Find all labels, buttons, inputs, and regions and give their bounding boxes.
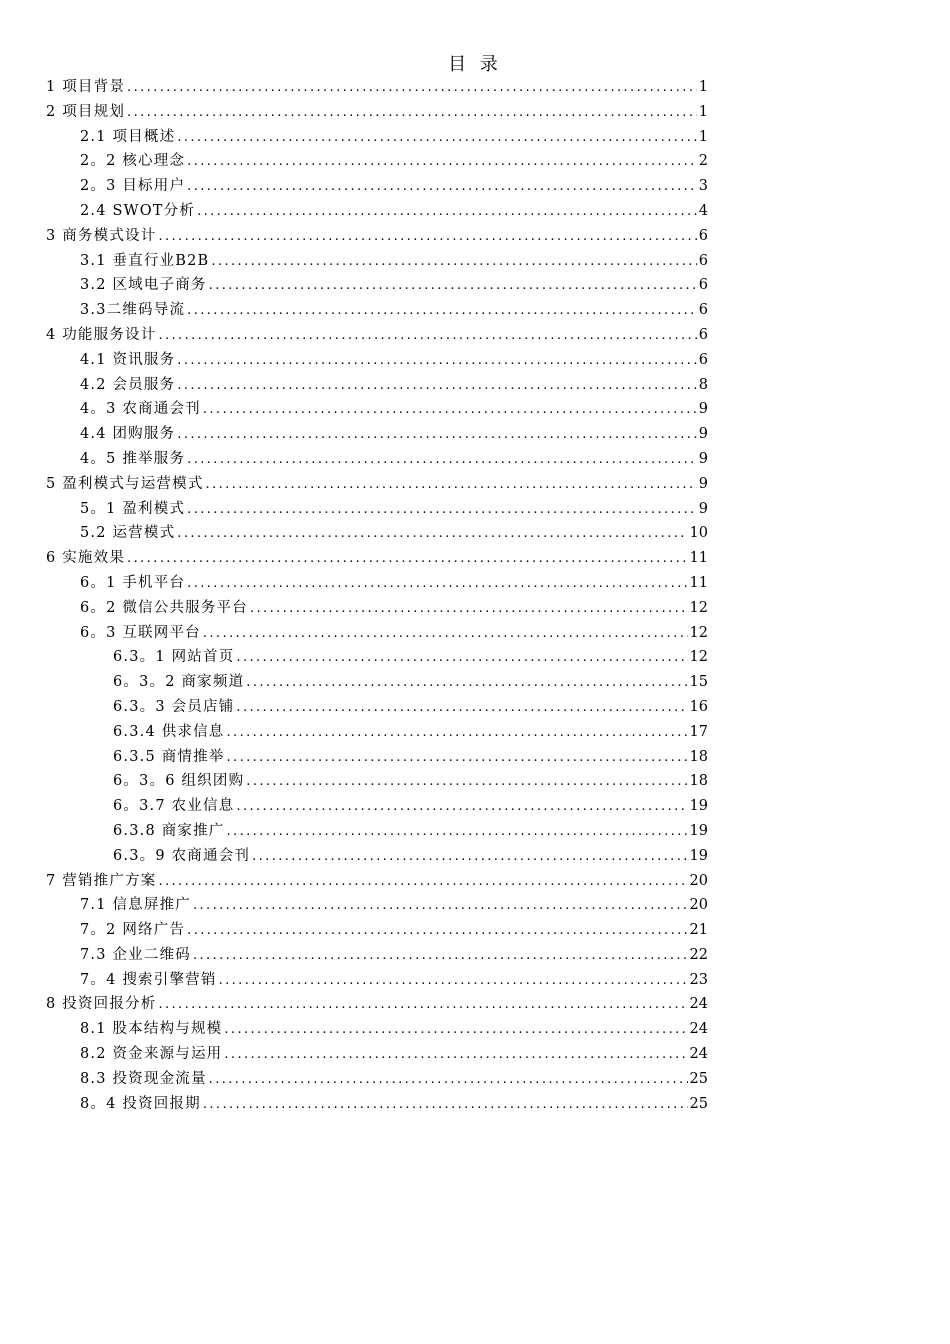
toc-entry[interactable] bbox=[46, 943, 708, 968]
toc-dot-leader bbox=[211, 250, 696, 275]
toc-entry-label: 4.2 会员服务 bbox=[80, 376, 176, 393]
toc-entry-page-number: 17 bbox=[689, 723, 708, 740]
toc-entry-page-number: 6 bbox=[698, 351, 708, 368]
toc-entry-page-number: 1 bbox=[698, 103, 708, 120]
toc-entry-page-number: 1 bbox=[698, 128, 708, 145]
toc-entry[interactable] bbox=[46, 546, 708, 571]
toc-entry[interactable] bbox=[46, 621, 708, 646]
toc-entry[interactable] bbox=[46, 373, 708, 398]
toc-entry[interactable] bbox=[46, 224, 708, 249]
toc-entry-label: 4。5 推举服务 bbox=[80, 450, 186, 467]
toc-dot-leader bbox=[219, 969, 688, 994]
toc-entry[interactable] bbox=[46, 844, 708, 869]
toc-entry[interactable] bbox=[46, 249, 708, 274]
toc-entry-page-number: 6 bbox=[698, 302, 708, 319]
toc-dot-leader bbox=[197, 200, 697, 225]
toc-entry-label: 6.3。9 农商通会刊 bbox=[113, 847, 251, 864]
toc-entry-page-number: 24 bbox=[689, 1046, 708, 1063]
toc-entry-label: 2。2 核心理念 bbox=[80, 153, 186, 170]
toc-entry-label: 3.2 区域电子商务 bbox=[80, 277, 207, 294]
toc-entry[interactable] bbox=[46, 397, 708, 422]
toc-entry-page-number: 16 bbox=[689, 698, 708, 715]
toc-entry[interactable] bbox=[46, 645, 708, 670]
toc-entry[interactable] bbox=[46, 745, 708, 770]
toc-entry[interactable] bbox=[46, 819, 708, 844]
toc-dot-leader bbox=[209, 274, 697, 299]
toc-dot-leader bbox=[187, 572, 687, 597]
toc-entry-label: 3 商务模式设计 bbox=[46, 227, 157, 244]
toc-entry-page-number: 9 bbox=[698, 450, 708, 467]
toc-entry-label: 5.2 运营模式 bbox=[80, 525, 176, 542]
toc-dot-leader bbox=[177, 423, 696, 448]
toc-dot-leader bbox=[177, 349, 696, 374]
toc-entry[interactable] bbox=[46, 968, 708, 993]
toc-entry[interactable] bbox=[46, 670, 708, 695]
toc-entry[interactable] bbox=[46, 298, 708, 323]
toc-entry-page-number: 10 bbox=[689, 525, 708, 542]
toc-entry-page-number: 24 bbox=[689, 996, 708, 1013]
toc-entry-page-number: 11 bbox=[689, 550, 708, 567]
toc-list bbox=[46, 75, 708, 1116]
toc-entry-page-number: 22 bbox=[689, 946, 708, 963]
toc-entry-label: 8 投资回报分析 bbox=[46, 996, 157, 1013]
toc-dot-leader bbox=[203, 622, 688, 647]
toc-entry-page-number: 20 bbox=[689, 897, 708, 914]
toc-dot-leader bbox=[177, 126, 696, 151]
toc-entry-label: 6.3。3 会员店铺 bbox=[113, 698, 235, 715]
toc-entry-label: 6。3。2 商家频道 bbox=[113, 674, 245, 691]
toc-entry-label: 4。3 农商通会刊 bbox=[80, 401, 201, 418]
toc-dot-leader bbox=[187, 150, 697, 175]
toc-entry-page-number: 19 bbox=[689, 798, 708, 815]
toc-entry-label: 2 项目规划 bbox=[46, 103, 126, 120]
toc-entry[interactable] bbox=[46, 992, 708, 1017]
toc-dot-leader bbox=[236, 696, 687, 721]
toc-entry-page-number: 25 bbox=[689, 1070, 708, 1087]
toc-entry[interactable] bbox=[46, 893, 708, 918]
toc-entry-label: 2.4 SWOT分析 bbox=[80, 202, 196, 219]
toc-entry-page-number: 23 bbox=[689, 971, 708, 988]
toc-entry-page-number: 19 bbox=[689, 822, 708, 839]
toc-entry-label: 3.1 垂直行业B2B bbox=[80, 252, 210, 269]
toc-entry-page-number: 9 bbox=[698, 401, 708, 418]
toc-entry-page-number: 24 bbox=[689, 1021, 708, 1038]
toc-entry-label: 5。1 盈利模式 bbox=[80, 500, 186, 517]
toc-dot-leader bbox=[224, 1043, 687, 1068]
toc-entry-page-number: 18 bbox=[689, 773, 708, 790]
toc-entry-page-number: 11 bbox=[689, 574, 708, 591]
toc-entry[interactable] bbox=[46, 472, 708, 497]
toc-entry[interactable] bbox=[46, 497, 708, 522]
toc-entry-label: 4.1 资讯服务 bbox=[80, 351, 176, 368]
toc-entry-page-number: 12 bbox=[689, 649, 708, 666]
toc-dot-leader bbox=[224, 1018, 687, 1043]
toc-entry[interactable] bbox=[46, 769, 708, 794]
toc-entry-label: 6。1 手机平台 bbox=[80, 574, 186, 591]
toc-entry[interactable] bbox=[46, 571, 708, 596]
toc-entry[interactable] bbox=[46, 75, 708, 100]
toc-dot-leader bbox=[193, 944, 688, 969]
toc-entry-page-number: 15 bbox=[689, 674, 708, 691]
toc-dot-leader bbox=[177, 522, 687, 547]
toc-dot-leader bbox=[227, 721, 688, 746]
toc-entry-page-number: 6 bbox=[698, 227, 708, 244]
toc-title: 目 录 bbox=[448, 54, 502, 75]
toc-entry[interactable] bbox=[46, 1017, 708, 1042]
toc-entry[interactable] bbox=[46, 174, 708, 199]
toc-dot-leader bbox=[246, 671, 687, 696]
toc-entry[interactable] bbox=[46, 521, 708, 546]
toc-entry-label: 4.4 团购服务 bbox=[80, 426, 176, 443]
toc-entry-label: 2.1 项目概述 bbox=[80, 128, 176, 145]
toc-entry-label: 8.2 资金来源与运用 bbox=[80, 1046, 223, 1063]
toc-entry[interactable] bbox=[46, 100, 708, 125]
toc-dot-leader bbox=[177, 374, 696, 399]
toc-dot-leader bbox=[187, 448, 697, 473]
toc-dot-leader bbox=[227, 820, 688, 845]
toc-entry[interactable] bbox=[46, 869, 708, 894]
toc-entry-page-number: 18 bbox=[689, 748, 708, 765]
toc-dot-leader bbox=[252, 845, 687, 870]
toc-entry-page-number: 2 bbox=[698, 153, 708, 170]
toc-entry[interactable] bbox=[46, 720, 708, 745]
toc-dot-leader bbox=[187, 299, 697, 324]
toc-dot-leader bbox=[246, 770, 687, 795]
toc-dot-leader bbox=[158, 324, 696, 349]
toc-entry-label: 7。2 网络广告 bbox=[80, 922, 186, 939]
toc-dot-leader bbox=[227, 746, 688, 771]
toc-dot-leader bbox=[158, 870, 687, 895]
toc-entry-label: 1 项目背景 bbox=[46, 79, 126, 95]
toc-entry[interactable] bbox=[46, 348, 708, 373]
toc-entry-label: 7.1 信息屏推广 bbox=[80, 897, 191, 914]
toc-entry-page-number: 12 bbox=[689, 624, 708, 641]
toc-entry-page-number: 20 bbox=[689, 872, 708, 889]
toc-entry[interactable] bbox=[46, 323, 708, 348]
toc-entry-label: 4 功能服务设计 bbox=[46, 326, 157, 343]
toc-entry-label: 6.3.4 供求信息 bbox=[113, 723, 225, 740]
toc-entry-label: 6。3。6 组织团购 bbox=[113, 773, 245, 790]
toc-entry-page-number: 3 bbox=[698, 178, 708, 195]
toc-entry[interactable] bbox=[46, 1042, 708, 1067]
toc-entry-page-number: 9 bbox=[698, 475, 708, 492]
toc-dot-leader bbox=[127, 76, 697, 101]
toc-entry-label: 6。2 微信公共服务平台 bbox=[80, 599, 248, 616]
toc-entry-page-number: 6 bbox=[698, 252, 708, 269]
toc-entry-page-number: 8 bbox=[698, 376, 708, 393]
toc-entry-label: 6。3.7 农业信息 bbox=[113, 798, 235, 815]
toc-dot-leader bbox=[187, 498, 697, 523]
toc-entry-label: 5 盈利模式与运营模式 bbox=[46, 475, 204, 492]
toc-entry-label: 7 营销推广方案 bbox=[46, 872, 157, 889]
toc-entry-page-number: 9 bbox=[698, 426, 708, 443]
toc-dot-leader bbox=[187, 919, 687, 944]
toc-dot-leader bbox=[158, 993, 687, 1018]
toc-entry[interactable] bbox=[46, 596, 708, 621]
toc-dot-leader bbox=[206, 473, 697, 498]
toc-entry-page-number: 12 bbox=[689, 599, 708, 616]
toc-entry-page-number: 19 bbox=[689, 847, 708, 864]
toc-entry-label: 7。4 搜索引擎营销 bbox=[80, 971, 217, 988]
toc-entry[interactable] bbox=[46, 125, 708, 150]
toc-dot-leader bbox=[127, 101, 697, 126]
toc-entry-label: 8.3 投资现金流量 bbox=[80, 1070, 207, 1087]
toc-entry-page-number: 6 bbox=[698, 326, 708, 343]
toc-entry[interactable] bbox=[46, 1067, 708, 1092]
toc-entry-page-number: 4 bbox=[698, 202, 708, 219]
toc-entry-label: 6 实施效果 bbox=[46, 550, 126, 567]
toc-dot-leader bbox=[127, 547, 688, 572]
toc-entry-label: 2。3 目标用户 bbox=[80, 178, 186, 195]
toc-entry[interactable] bbox=[46, 447, 708, 472]
toc-entry-label: 6.3。1 网站首页 bbox=[113, 649, 235, 666]
toc-entry-label: 6.3.8 商家推广 bbox=[113, 822, 225, 839]
toc-entry-label: 8。4 投资回报期 bbox=[80, 1095, 201, 1112]
toc-entry[interactable] bbox=[46, 1092, 708, 1117]
toc-dot-leader bbox=[250, 597, 688, 622]
toc-dot-leader bbox=[236, 646, 687, 671]
toc-entry[interactable] bbox=[46, 422, 708, 447]
toc-entry[interactable] bbox=[46, 149, 708, 174]
toc-entry-label: 6.3.5 商情推举 bbox=[113, 748, 225, 765]
toc-entry[interactable] bbox=[46, 918, 708, 943]
toc-entry-page-number: 21 bbox=[689, 922, 708, 939]
toc-dot-leader bbox=[187, 175, 697, 200]
toc-dot-leader bbox=[236, 795, 687, 820]
toc-entry[interactable] bbox=[46, 794, 708, 819]
toc-entry[interactable] bbox=[46, 199, 708, 224]
toc-entry-label: 8.1 股本结构与规模 bbox=[80, 1021, 223, 1038]
toc-entry-label: 6。3 互联网平台 bbox=[80, 624, 201, 641]
toc-entry-page-number: 1 bbox=[698, 79, 708, 95]
toc-dot-leader bbox=[203, 1093, 688, 1118]
toc-dot-leader bbox=[158, 225, 696, 250]
toc-dot-leader bbox=[203, 398, 697, 423]
toc-entry-page-number: 9 bbox=[698, 500, 708, 517]
toc-entry-label: 7.3 企业二维码 bbox=[80, 946, 191, 963]
toc-entry-page-number: 6 bbox=[698, 277, 708, 294]
toc-dot-leader bbox=[193, 894, 688, 919]
toc-entry[interactable] bbox=[46, 273, 708, 298]
toc-entry-label: 3.3二维码导流 bbox=[80, 302, 186, 319]
toc-entry-page-number: 25 bbox=[689, 1095, 708, 1112]
toc-entry[interactable] bbox=[46, 695, 708, 720]
toc-dot-leader bbox=[209, 1068, 688, 1093]
